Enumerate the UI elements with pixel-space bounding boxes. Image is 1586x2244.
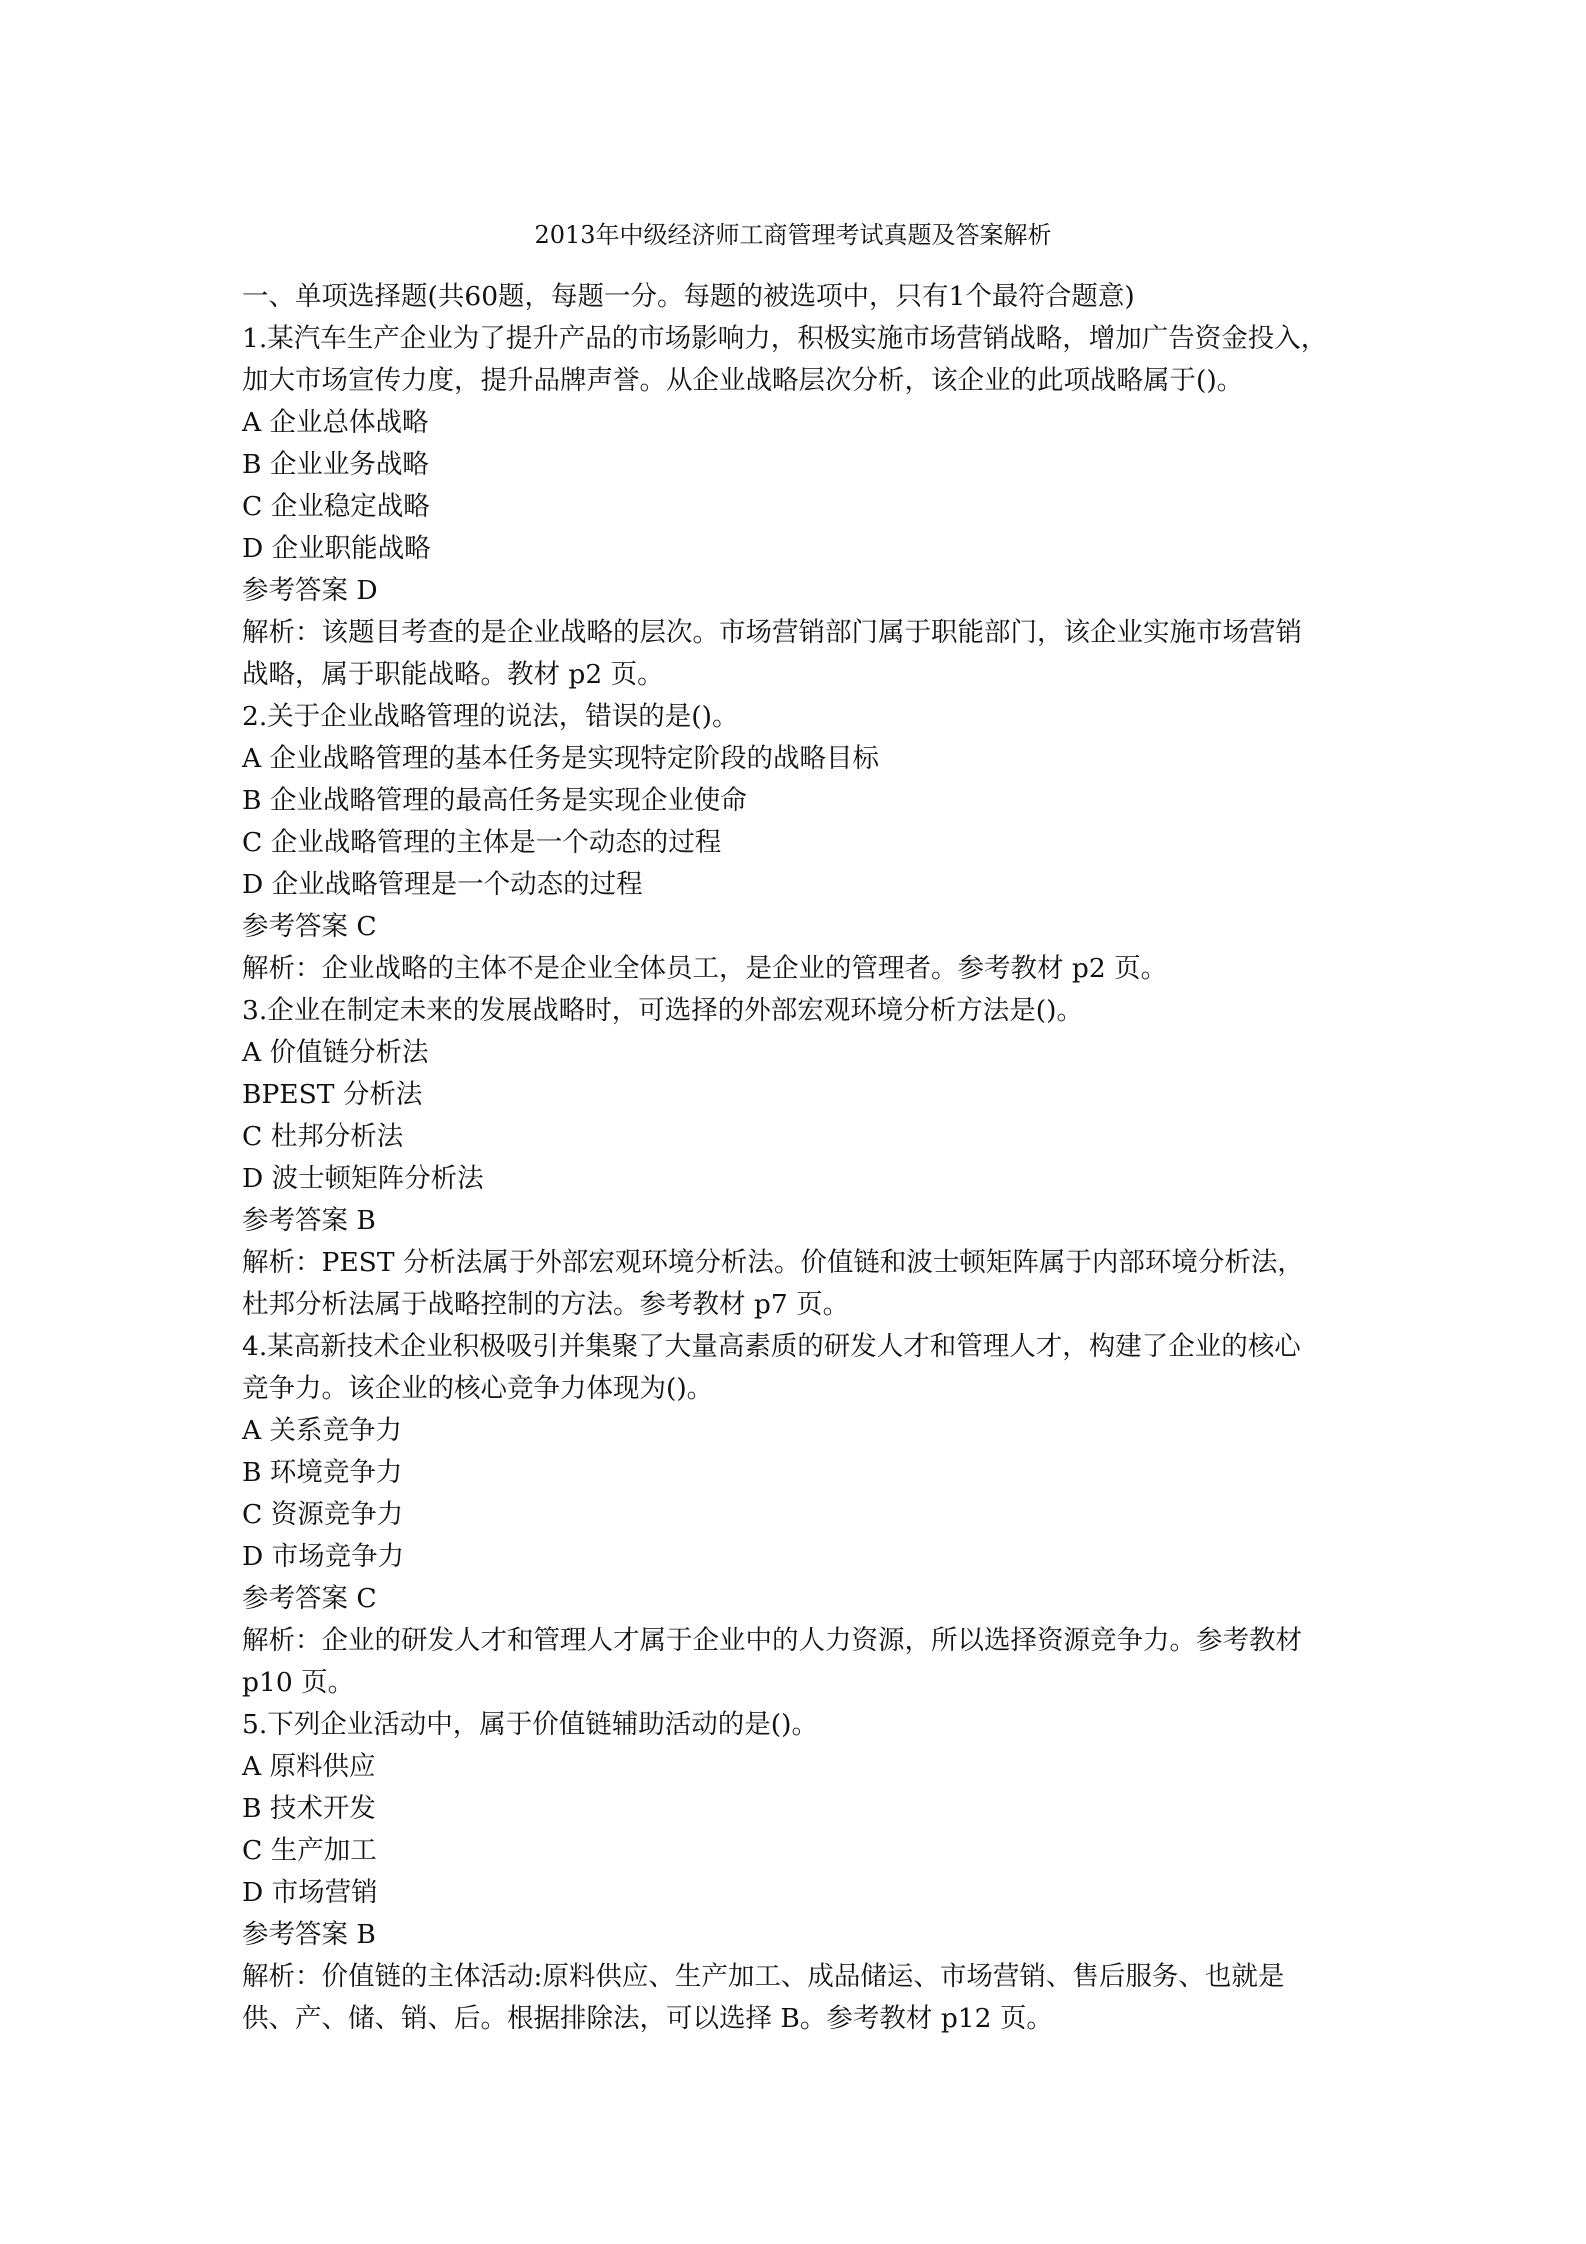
- text-line: C 企业战略管理的主体是一个动态的过程: [242, 827, 722, 858]
- text-line: 竞争力。该企业的核心竞争力体现为()。: [242, 1373, 714, 1404]
- text-line: A 企业总体战略: [242, 407, 429, 438]
- text-line: 战略，属于职能战略。教材 p2 页。: [242, 659, 664, 690]
- text-line: C 生产加工: [242, 1835, 377, 1866]
- text-line: BPEST 分析法: [242, 1079, 423, 1110]
- text-line: 加大市场宣传力度，提升品牌声誉。从企业战略层次分析，该企业的此项战略属于()。: [242, 365, 1244, 396]
- text-line: 解析：价值链的主体活动:原料供应、生产加工、成品储运、市场营销、售后服务、也就是: [242, 1961, 1285, 1992]
- text-line: 解析：企业的研发人才和管理人才属于企业中的人力资源，所以选择资源竞争力。参考教材: [242, 1625, 1302, 1656]
- text-line: 参考答案 D: [242, 575, 378, 606]
- text-line: 2.关于企业战略管理的说法，错误的是()。: [242, 701, 739, 732]
- text-line: B 环境竞争力: [242, 1457, 403, 1488]
- text-line: C 企业稳定战略: [242, 491, 430, 522]
- text-line: D 波士顿矩阵分析法: [242, 1163, 484, 1194]
- text-line: p10 页。: [242, 1667, 355, 1698]
- document-title: 2013年中级经济师工商管理考试真题及答案解析: [534, 221, 1052, 249]
- text-line: 供、产、储、销、后。根据排除法，可以选择 B。参考教材 p12 页。: [242, 2003, 1053, 2034]
- text-line: 解析：企业战略的主体不是企业全体员工，是企业的管理者。参考教材 p2 页。: [242, 953, 1168, 984]
- text-line: C 资源竞争力: [242, 1499, 404, 1530]
- text-line: 解析：PEST 分析法属于外部宏观环境分析法。价值链和波士顿矩阵属于内部环境分析法，: [242, 1247, 1304, 1278]
- text-line: 杜邦分析法属于战略控制的方法。参考教材 p7 页。: [242, 1289, 850, 1320]
- text-line: 参考答案 B: [242, 1919, 376, 1950]
- document-body: [242, 276, 1360, 2040]
- text-line: A 企业战略管理的基本任务是实现特定阶段的战略目标: [242, 743, 880, 774]
- text-line: A 价值链分析法: [242, 1037, 429, 1068]
- text-line: D 市场营销: [242, 1877, 378, 1908]
- text-line: 参考答案 C: [242, 1583, 377, 1614]
- text-line: D 市场竞争力: [242, 1541, 405, 1572]
- text-line: C 杜邦分析法: [242, 1121, 404, 1152]
- text-line: 4.某高新技术企业积极吸引并集聚了大量高素质的研发人才和管理人才，构建了企业的核心: [242, 1331, 1301, 1362]
- text-line: 一、单项选择题(共60题，每题一分。每题的被选项中，只有1个最符合题意): [242, 281, 1135, 312]
- text-line: 5.下列企业活动中，属于价值链辅助活动的是()。: [242, 1709, 818, 1740]
- text-line: D 企业职能战略: [242, 533, 431, 564]
- text-line: B 企业业务战略: [242, 449, 429, 480]
- text-line: D 企业战略管理是一个动态的过程: [242, 869, 643, 900]
- text-line: 1.某汽车生产企业为了提升产品的市场影响力，积极实施市场营销战略，增加广告资金投入，: [242, 323, 1328, 354]
- text-line: A 原料供应: [242, 1751, 376, 1782]
- text-line: 解析：该题目考查的是企业战略的层次。市场营销部门属于职能部门，该企业实施市场营销: [242, 617, 1302, 648]
- text-line: B 技术开发: [242, 1793, 376, 1824]
- text-line: 参考答案 B: [242, 1205, 376, 1236]
- text-line: 参考答案 C: [242, 911, 377, 942]
- text-line: B 企业战略管理的最高任务是实现企业使命: [242, 785, 747, 816]
- text-line: A 关系竞争力: [242, 1415, 403, 1446]
- text-line: 3.企业在制定未来的发展战略时，可选择的外部宏观环境分析方法是()。: [242, 995, 1083, 1026]
